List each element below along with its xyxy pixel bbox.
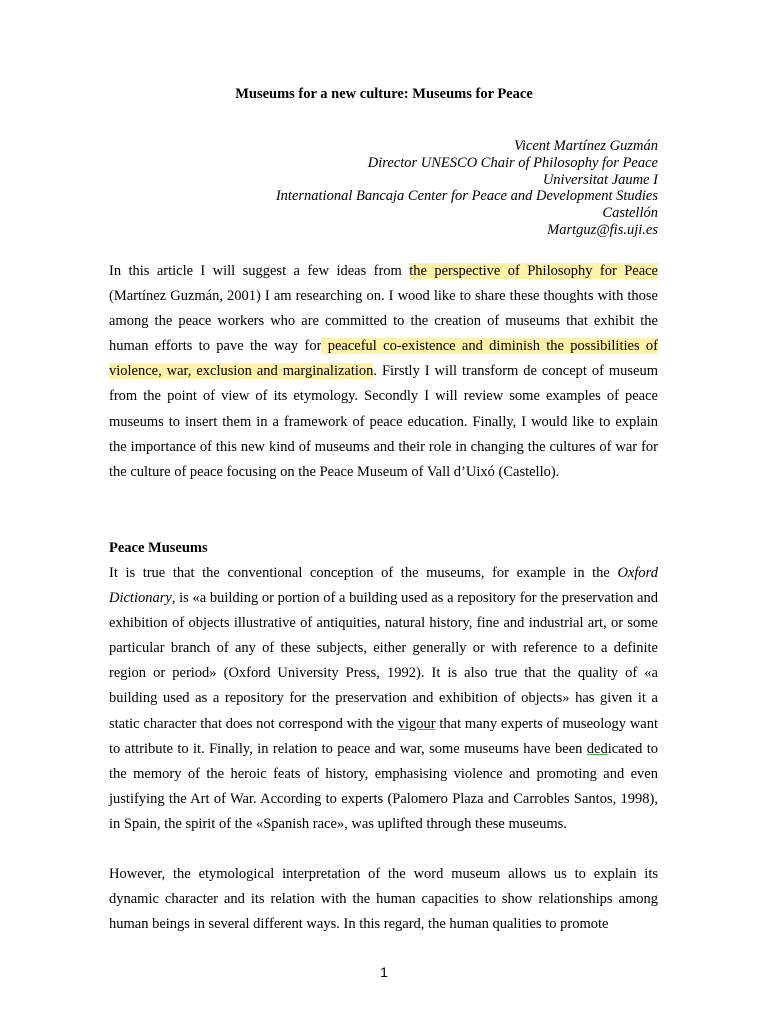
section-heading: Peace Museums (109, 540, 208, 556)
highlighted-phrase: peaceful co-existence and diminish the possibilities of violence, war, exclusion and marginalization (109, 338, 658, 380)
intro-text-3: . Firstly I will transform de concept of museum from the point of view of its etymology. Secondly I will review some examples of peace museums to insert them in a framework of peace education. Finally, I would like to explain the importance of this new kind of museums and their role in changing the cultures of war for the culture of peace focusing on the Peace Museum of Vall d’Uixó (Castello). (109, 363, 658, 480)
body-paragraph (109, 561, 658, 837)
para2-text-2: , is «a building or portion of a building used as a repository for the preservation and exhibition of objects illustrative of antiquities, natural history, fine and industrial art, or some particular branch of any of these subjects, either generally or with reference to a definite region or period» (Oxford University Press, 1992). It is also true that the quality of «a building used as a repository for the preservation and exhibition of objects» has given it a static character that does not correspond with the (109, 590, 658, 732)
para2-text-4: icated to the memory of the heroic feats of history, emphasising violence and promoting and even justifying the Art of War. According to experts (Palomero Plaza and Carrobles Santos, 1998), in Spain, the spirit of the «Spanish race», was uplifted through these museums. (109, 740, 658, 832)
highlighted-phrase: the perspective of Philosophy for Peace (409, 263, 658, 279)
body-paragraph: However, the etymological interpretation of the word museum allows us to explain its dynamic character and its relation with the human capacities to show relationships among human beings in several different ways. In this regard, the human qualities to promote (109, 866, 658, 933)
intro-text-1: In this article I will suggest a few ideas from (109, 263, 410, 279)
document-title: Museums for a new culture: Museums for Peace (235, 86, 533, 102)
author-block (276, 138, 658, 239)
author-center: International Bancaja Center for Peace and Development Studies (275, 188, 658, 205)
intro-paragraph (109, 259, 658, 485)
italic-term: Oxford Dictionary (109, 565, 658, 607)
author-city: Castellón (602, 205, 658, 222)
grammar-underline-word: vigour (397, 715, 436, 732)
intro-text-2: (Martínez Guzmán, 2001) I am researching on. I wood like to share these thoughts with those among the peace workers who are committed to the creation of museums that exhibit the human efforts to pave the way for (109, 288, 658, 355)
author-role: Director UNESCO Chair of Philosophy for Peace (367, 154, 658, 171)
author-email: Martguz@fis.uji.es (547, 221, 658, 238)
author-name: Vicent Martínez Guzmán (514, 138, 658, 154)
author-university: Universitat Jaume I (542, 171, 658, 188)
para2-text-1: It is true that the conventional conception of the museums, for example in the (109, 565, 618, 581)
page-number: 1 (380, 964, 388, 980)
grammar-underline-word: ded (586, 740, 608, 757)
para2-text-3: that many experts of museology want to attribute to it. Finally, in relation to peace and war, some museums have been (109, 715, 659, 757)
